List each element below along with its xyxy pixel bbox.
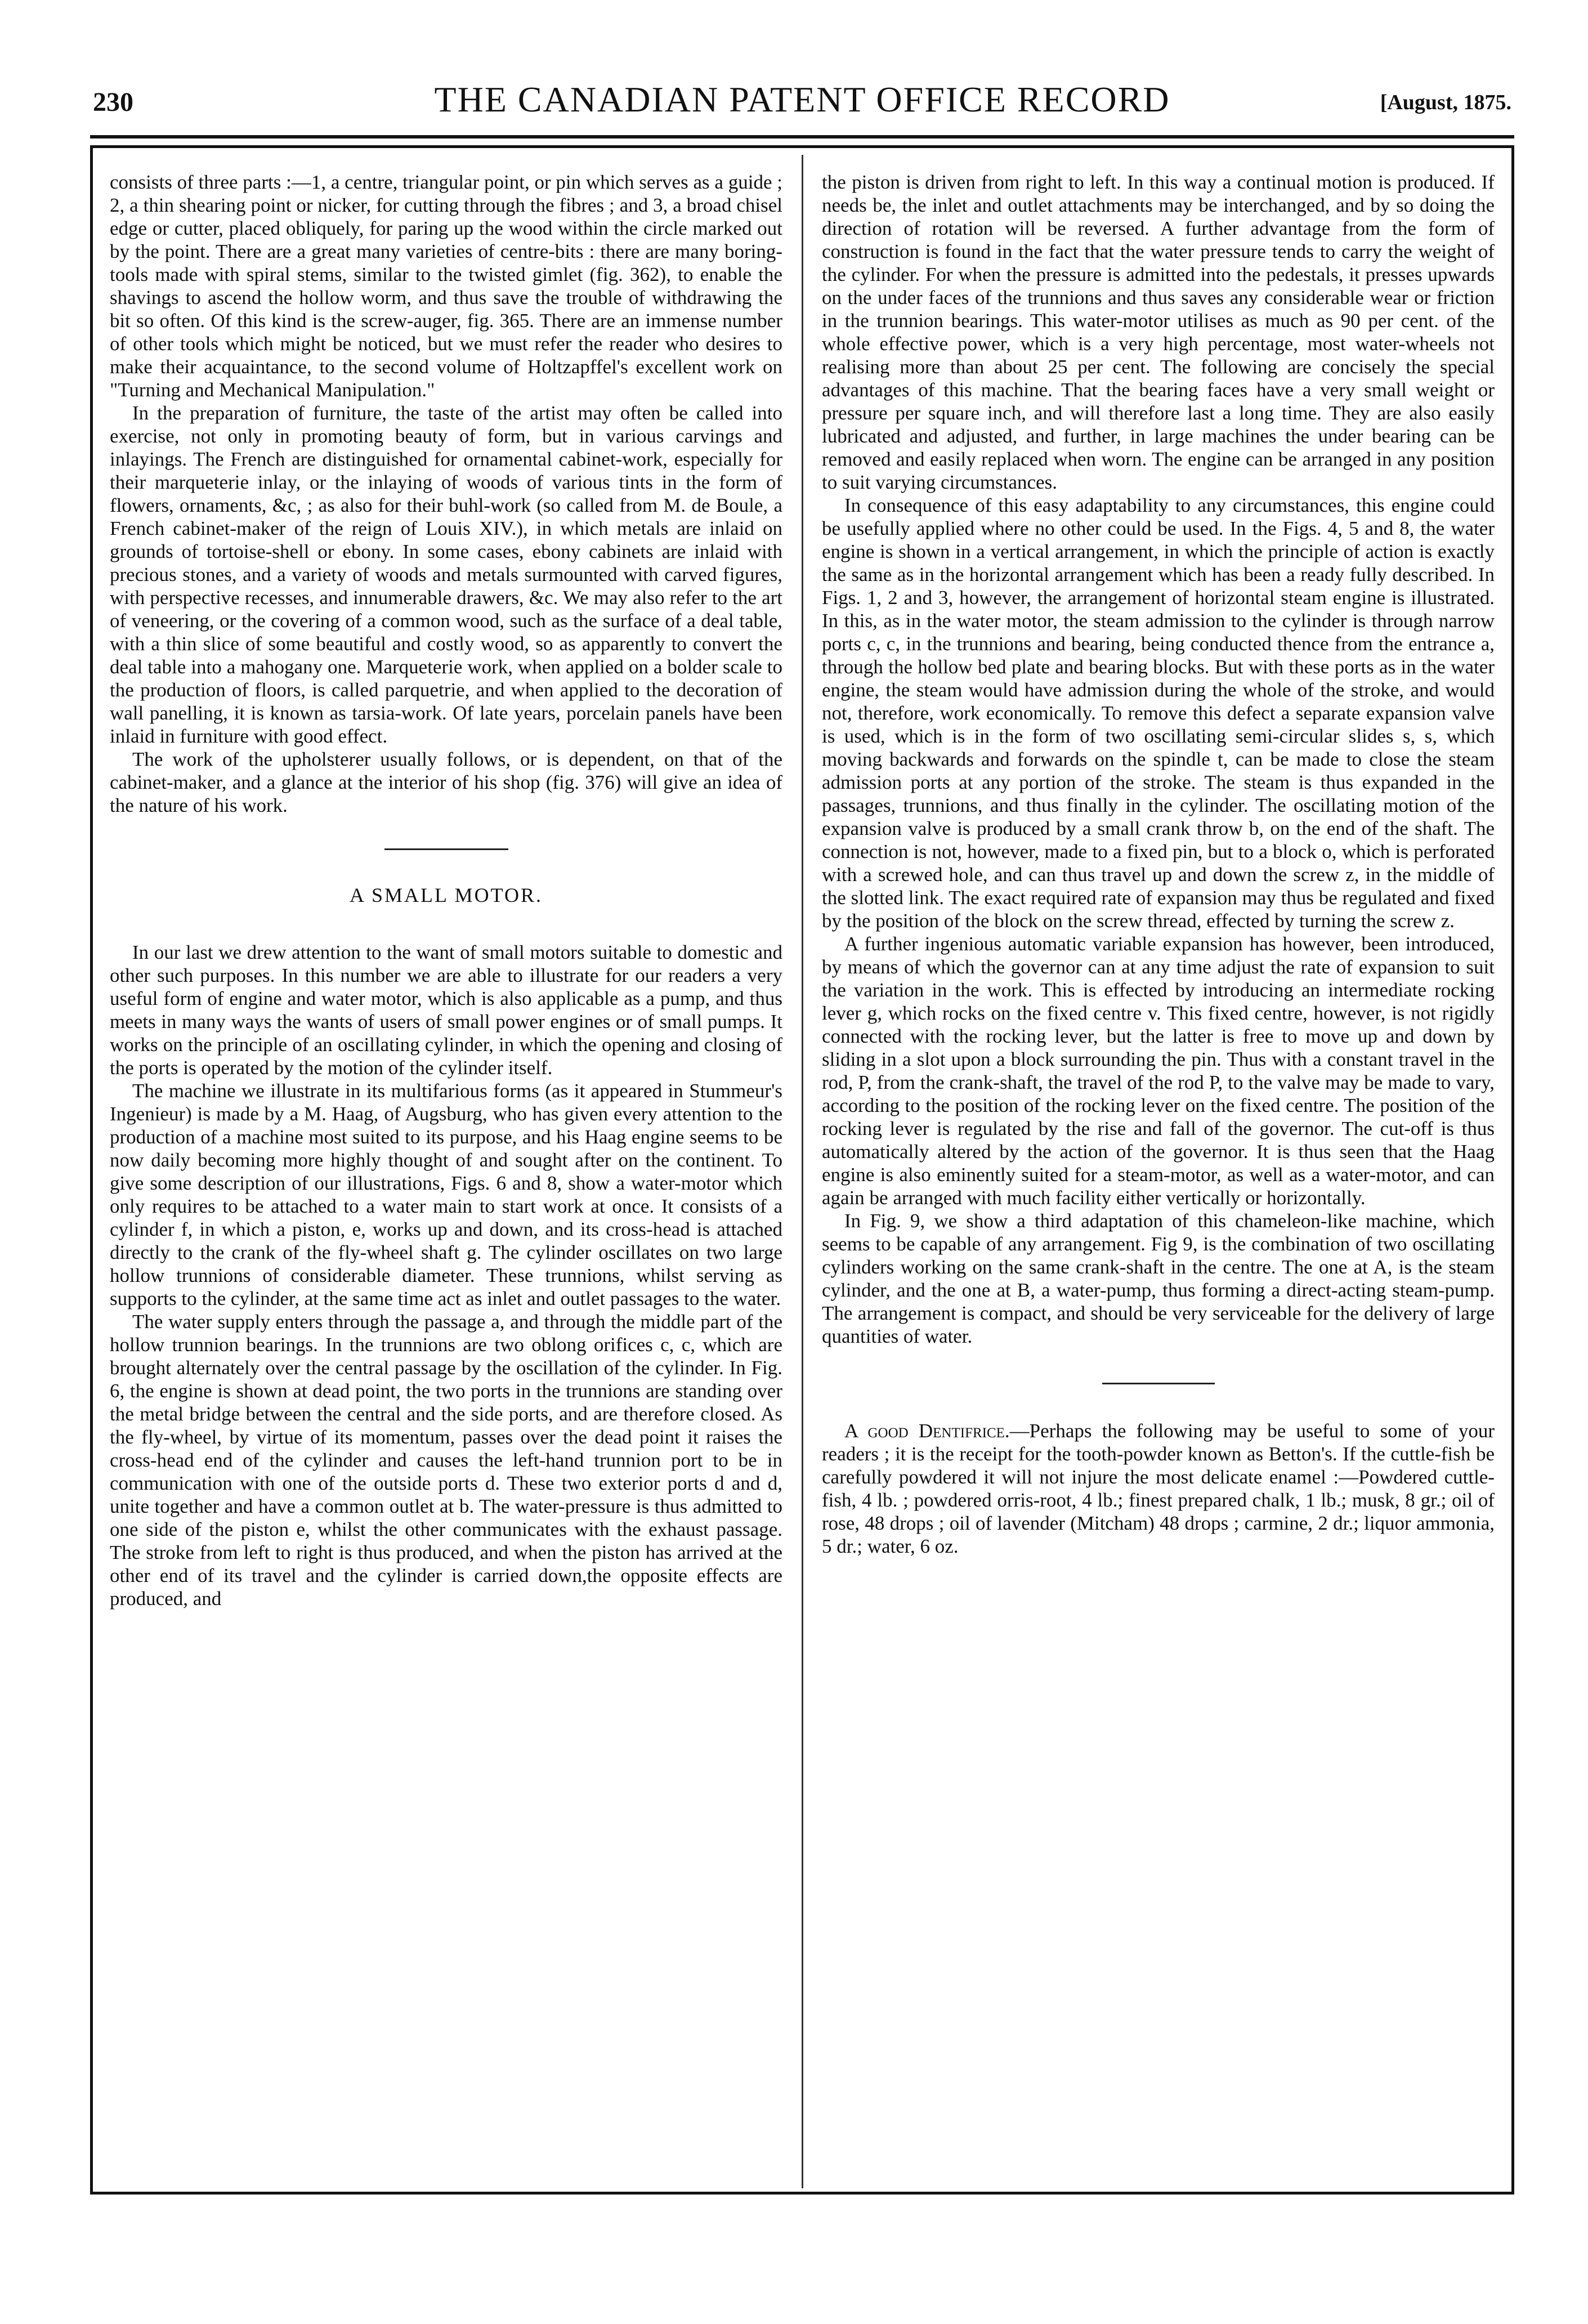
header-rule	[90, 135, 1514, 138]
issue-date: [August, 1875.	[1380, 91, 1511, 114]
note-heading: A good Dentifrice.	[844, 1420, 1010, 1442]
dentifrice-note	[822, 1419, 1495, 1558]
left-column	[110, 171, 782, 1610]
note-separator	[1102, 1383, 1215, 1384]
column-divider	[802, 155, 803, 2188]
paragraph-water-supply: The water supply enters through the passage a, and through the middle part of the hollow trunnion bearings. In the trunnions are two oblong orifices c, c, which are brought alternately over the central passage by the oscillation of the cylinder. In Fig. 6, the engine is shown at dead point, the two ports in the trunnions are standing over the metal bridge between the central and the side ports, and are therefore closed. As the fly-wheel, by virtue of its momentum, passes over the dead point it raises the cross-head end of the cylinder and causes the left-hand trunnion port to be in communication with one of the outside ports d. These two exterior ports d and d, unite together and have a common outlet at b. The water-pressure is thus admitted to one side of the piston e, whilst the other communicates with the exhaust passage. The stroke from left to right is thus produced, and when the piston has arrived at the other end of its travel and the cylinder is carried down,the opposite effects are produced, and	[110, 1311, 782, 1610]
paragraph-upholsterer: The work of the upholsterer usually follows, or is dependent, on that of the cabinet-maker, and a glance at the interior of his shop (fig. 376) will give an idea of the nature of his work.	[110, 748, 782, 816]
paragraph-furniture: In the preparation of furniture, the taste of the artist may often be called into exercise, not only in promoting beauty of form, but in various carvings and inlayings. The French are distinguished for ornamental cabinet-work, especially for their marqueterie inlay, or the inlaying of woods of various tints in the form of flowers, ornaments, &c, ; as also for their buhl-work (so called from M. de Boule, a French cabinet-maker of the reign of Louis XIV.), in which metals are inlaid on grounds of tortoise-shell or ebony. In some cases, ebony cabinets are inlaid with precious stones, and a variety of woods and metals surmounted with carved figures, with perspective recesses, and innumerable drawers, &c. We may also refer to the art of veneering, or the covering of a common wood, such as the surface of a deal table, with a thin slice of some beautiful and costly wood, so as apparently to convert the deal table into a mahogany one. Marqueterie work, when applied on a bolder scale to the production of floors, is called parquetrie, and when applied to the decoration of wall panelling, it is known as tarsia-work. Of late years, porcelain panels have been inlaid in furniture with good effect.	[110, 402, 782, 747]
journal-title: THE CANADIAN PATENT OFFICE RECORD	[434, 79, 1170, 119]
paragraph-governor: A further ingenious automatic variable expansion has however, been introduced, by means of which the governor can at any time adjust the rate of expansion to suit the variation in the work. This is effected by introducing an intermediate rocking lever g, which rocks on the fixed centre v. This fixed centre, however, is not rigidly connected with the rocking lever, but the latter is free to move up and down by sliding in a slot upon a block surrounding the pin. Thus with a constant travel in the rod, P, from the crank-shaft, the travel of the rod P, to the valve may be made to vary, according to the position of the rocking lever on the fixed centre. The position of the rocking lever is regulated by the rise and fall of the governor. The cut-off is thus automatically altered by the action of the governor. It is thus seen that the Haag engine is also eminently suited for a steam-motor, as well as a water-motor, and can again be arranged with much facility either vertically or horizontally.	[822, 933, 1495, 1209]
section-separator	[384, 848, 508, 850]
paragraph-machine: The machine we illustrate in its multifarious forms (as it appeared in Stummeur's Ingenieur) is made by a M. Haag, of Augsburg, who has given every attention to the production of a machine most suited to its purpose, and his Haag engine seems to be now daily becoming more highly thought of and sought after on the continent. To give some description of our illustrations, Figs. 6 and 8, show a water-motor which only requires to be attached to a water main to start work at once. It consists of a cylinder f, in which a piston, e, works up and down, and its cross-head is attached directly to the crank of the fly-wheel shaft g. The cylinder oscillates on two large hollow trunnions of considerable diameter. These trunnions, whilst serving as supports to the cylinder, at the same time act as inlet and outlet passages to the water.	[110, 1080, 782, 1310]
page-header	[93, 79, 1511, 132]
page-number: 230	[93, 87, 133, 117]
paragraph-motor-intro: In our last we drew attention to the want of small motors suitable to domestic and other such purposes. In this number we are able to illustrate for our readers a very useful form of engine and water motor, which is also applicable as a pump, and thus meets in many ways the wants of users of small power engines or of small pumps. It works on the principle of an oscillating cylinder, in which the opening and closing of the ports is operated by the motion of the cylinder itself.	[110, 941, 782, 1079]
paragraph-adaptability: In consequence of this easy adaptability to any circumstances, this engine could be usefully applied where no other could be used. In the Figs. 4, 5 and 8, the water engine is shown in a vertical arrangement, in which the principle of action is exactly the same as in the horizontal arrangement which has been a ready fully described. In Figs. 1, 2 and 3, however, the arrangement of horizontal steam engine is illustrated. In this, as in the water motor, the steam admission to the cylinder is through narrow ports c, c, in the trunnions and bearing, being conducted thence from the entrance a, through the hollow bed plate and bearing blocks. But with these ports as in the water engine, the steam would have admission during the whole of the stroke, and would not, therefore, work economically. To remove this defect a separate expansion valve is used, which is in the form of two oscillating semi-circular slides s, s, which moving backwards and forwards on the spindle t, can be made to close the steam admission ports at any portion of the stroke. The steam is thus expanded in the passages, trunnions, and thus finally in the cylinder. The oscillating motion of the expansion valve is produced by a small crank throw b, on the end of the shaft. The connection is not, however, made to a fixed pin, but to a block o, which is perforated with a screwed hole, and can thus travel up and down the screw z, in the middle of the slotted link. The exact required rate of expansion may thus be regulated and fixed by the position of the block on the screw thread, effected by turning the screw z.	[822, 494, 1495, 932]
paragraph-centre-bits: consists of three parts :—1, a centre, triangular point, or pin which serves as a guide ; 2, a thin shearing point or nicker, for cutting through the fibres ; and 3, a broad chisel edge or cutter, placed obliquely, for paring up the wood within the circle marked out by the point. There are a great many varieties of centre-bits : there are many boring-tools made with spiral stems, similar to the twisted gimlet (fig. 362), to enable the shavings to ascend the hollow worm, and thus save the trouble of withdrawing the bit so often. Of this kind is the screw-auger, fig. 365. There are an immense number of other tools which might be noticed, but we must refer the reader who desires to make their acquaintance, to the second volume of Holtzapffel's excellent work on "Turning and Mechanical Manipulation."	[110, 171, 782, 401]
right-column	[822, 171, 1495, 1558]
note-body: —Perhaps the following may be useful to some of your readers ; it is the receipt for the tooth-powder known as Betton's. If the cuttle-fish be carefully powdered it will not injure the most delicate enamel :—Powdered cuttle-fish, 4 lb. ; powdered orris-root, 4 lb.; finest prepared chalk, 1 lb.; musk, 8 gr.; oil of rose, 48 drops ; oil of lavender (Mitcham) 48 drops ; carmine, 2 dr.; liquor ammonia, 5 dr.; water, 6 oz.	[822, 1420, 1495, 1557]
page-frame	[90, 145, 1514, 2195]
paragraph-piston: the piston is driven from right to left. In this way a continual motion is produced. If needs be, the inlet and outlet attachments may be interchanged, and by so doing the direction of rotation will be reversed. A further advantage from the form of construction is found in the fact that the water pressure tends to carry the weight of the cylinder. For when the pressure is admitted into the pedestals, it presses upwards on the under faces of the trunnions and thus saves any considerable wear or friction in the trunnion bearings. This water-motor utilises as much as 90 per cent. of the whole effective power, which is a very high percentage, most water-wheels not realising more than about 25 per cent. The following are concisely the special advantages of this machine. That the bearing faces have a very small weight or pressure per square inch, and will therefore last a long time. They are also easily lubricated and adjusted, and further, in large machines the under bearing can be removed and easily replaced when worn. The engine can be arranged in any position to suit varying circumstances.	[822, 171, 1495, 493]
paragraph-fig9: In Fig. 9, we show a third adaptation of this chameleon-like machine, which seems to be capable of any arrangement. Fig 9, is the combination of two oscillating cylinders working on the same crank-shaft in the centre. The one at A, is the steam cylinder, and the one at B, a water-pump, thus forming a direct-acting steam-pump. The arrangement is compact, and should be very serviceable for the delivery of large quantities of water.	[822, 1210, 1495, 1347]
section-title: A SMALL MOTOR.	[349, 884, 543, 906]
